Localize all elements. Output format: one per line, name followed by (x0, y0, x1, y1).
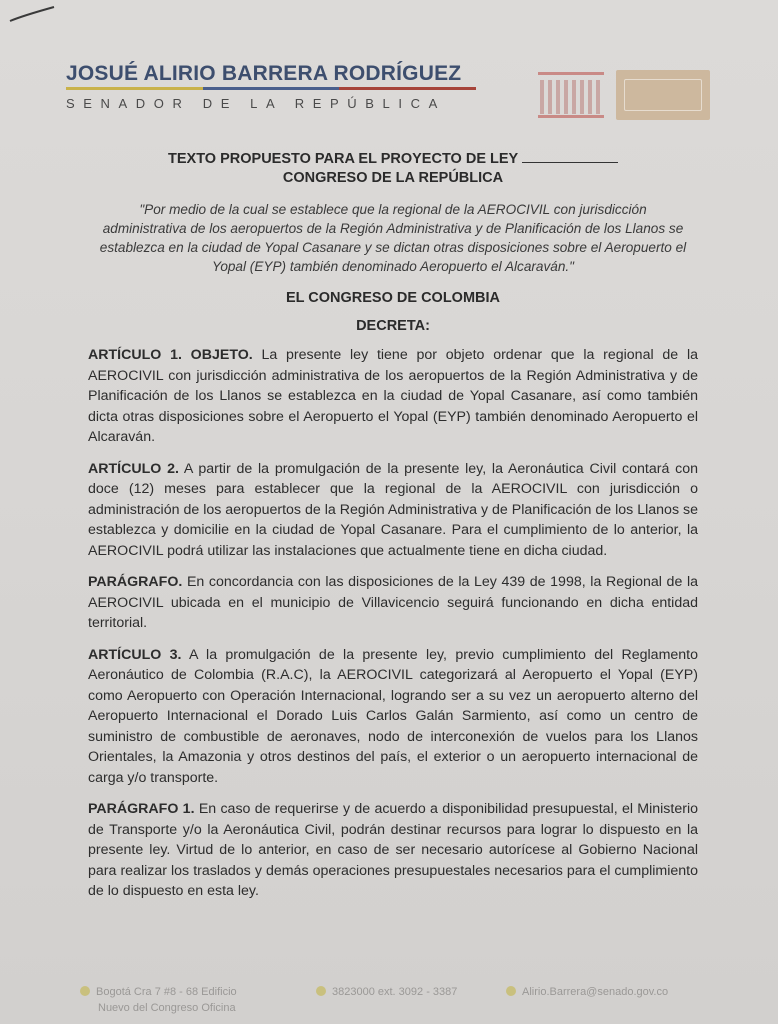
flag-stripe-yellow (66, 87, 203, 90)
document-title-line2: CONGRESO DE LA REPÚBLICA (282, 170, 504, 186)
pen-mark (8, 4, 56, 24)
title-text: TEXTO PROPUESTO PARA EL PROYECTO DE LEY (168, 151, 518, 167)
congress-heading: EL CONGRESO DE COLOMBIA (285, 290, 501, 306)
paragraph-1 (88, 572, 698, 634)
footer-address (80, 986, 237, 998)
flag-stripe-blue (203, 87, 340, 90)
senator-title: SENADOR DE LA REPÚBLICA (66, 96, 446, 111)
email-address: Alirio.Barrera@senado.gov.co (522, 986, 669, 998)
article-3-text: A la promulgación de la presente ley, previo cumplimiento del Reglamento Aeronáutico de Colombia (R.A.C), la AEROCIVIL categorizará al Aeropuerto el Yopal (EYP) como Aeropuerto con Operación Internacional, logrando ser a su vez un aeropuerto alterno del Aeropuerto Internacional el Dorado Luis Carlos Galán Sarmiento, así como un centro de suministro de combustible de aeronaves, nodo de interconexión de vuelos para los Llanos Orientales, la Amazonia y otros destinos del país, el exterior o un aeropuerto internacional de carga y/o transporte. (88, 646, 698, 786)
flag-stripe-red (339, 87, 476, 90)
bill-description: "Por medio de la cual se establece que la regional de la AEROCIVIL con jurisdicción administrativa de los aeropuertos de la Región Administrativa y de Planificación de los Llanos se establezca en la ciudad de Yopal Casanare y se dictan otras disposiciones sobre el Aeropuerto el Yopal (EYP) también denominado Aeropuerto el Alcaraván." (99, 202, 687, 274)
phone-icon (316, 986, 326, 996)
emblem-frame (624, 79, 702, 111)
article-2 (88, 459, 698, 562)
phone-number: 3823000 ext. 3092 - 3387 (332, 986, 458, 998)
footer-phone (316, 986, 457, 998)
document-title-line1 (88, 150, 698, 169)
email-icon (506, 986, 516, 996)
address-line2: Nuevo del Congreso Oficina (98, 1002, 236, 1014)
blank-line (522, 150, 618, 163)
footer-email (506, 986, 668, 998)
article-1-text: La presente ley tiene por objeto ordenar que la regional de la AEROCIVIL con jurisdicción administrativa de los aeropuertos de la Región Administrativa y de Planificación de los Llanos se establezca en la ciudad de Yopal Casanare, así como también dicta otras disposiciones sobre el Aeropuerto el Yopal (EYP) también denominado Aeropuerto el Alcaraván. (88, 347, 698, 445)
article-1-lead: ARTÍCULO 1. OBJETO. (88, 347, 253, 363)
letterhead-footer (80, 986, 740, 1020)
senate-emblem (616, 70, 710, 120)
article-2-lead: ARTÍCULO 2. (88, 460, 179, 477)
location-pin-icon (80, 986, 90, 996)
capitol-columns-icon (536, 68, 606, 120)
article-3-lead: ARTÍCULO 3. (88, 646, 182, 663)
paragraph-2-lead: PARÁGRAFO 1. (88, 801, 195, 817)
flag-stripe (66, 87, 476, 90)
article-1 (88, 345, 698, 448)
paragraph-1-lead: PARÁGRAFO. (88, 574, 183, 590)
address-line1: Bogotá Cra 7 #8 - 68 Edificio (96, 986, 237, 998)
decree-heading: DECRETA: (356, 318, 430, 334)
document-body (88, 150, 698, 902)
letterhead (66, 62, 486, 111)
senate-logo (536, 68, 712, 124)
paragraph-2-text: En caso de requerirse y de acuerdo a disponibilidad presupuestal, el Ministerio de Transporte y/o la Aeronáutica Civil, podrán destinar recursos para lograr lo dispuesto en la presente ley. Virtud de lo anterior, en caso de ser necesario autorícese al Gobierno Nacional para realizar los traslados y demás operaciones presupuestales necesarios para el cumplimiento de lo dispuesto en esta ley. (88, 801, 699, 899)
article-2-text: A partir de la promulgación de la presente ley, la Aeronáutica Civil contará con doce (12) meses para establecer que la regional de la AEROCIVIL con jurisdicción o administración de los aeropuertos de la Región Administrativa y de Planificación de los Llanos se establezca y domicilie en la ciudad de Yopal Casanare. Para el cumplimiento de lo anterior, la AEROCIVIL podrá utilizar las instalaciones que actualmente tiene en dicha ciudad. (88, 460, 698, 559)
paragraph-1-text: En concordancia con las disposiciones de la Ley 439 de 1998, la Regional de la AEROCIVIL ubicada en el municipio de Villavicencio seguirá funcionando en dicha entidad territorial. (88, 574, 698, 631)
senator-name: JOSUÉ ALIRIO BARRERA RODRÍGUEZ (66, 62, 462, 85)
paragraph-2 (88, 799, 698, 902)
article-3 (88, 645, 698, 789)
